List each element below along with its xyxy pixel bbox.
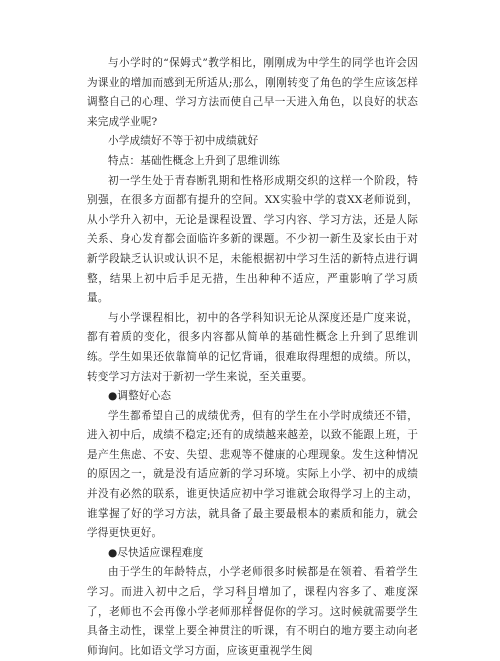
bullet-heading: ●尽快适应课程难度 [108, 546, 204, 559]
document-body [87, 54, 418, 661]
page-number: 2 [247, 597, 253, 607]
body-paragraph: 学生都希望自己的成绩优秀，但有的学生在小学时成绩还不错，进入初中后，成绩不稳定;还有的成绩越来越差，以致不能跟上班，于是产生焦虑、不安、失望、悲观等不健康的心理现象。发生这种情况的原因之一，就是没有适应新的学习环境。实际上小学、初中的成绩并没有必然的联系，谁更快适应初中学习谁就会取得学习上的主动，谁掌握了好的学习方法，就具备了最主要最根本的素质和能力，就会学得更快更好。 [87, 409, 418, 540]
section-heading: 小学成绩好不等于初中成绩就好 [108, 135, 259, 148]
body-paragraph: 初一学生处于青春断乳期和性格形成期交织的这样一个阶段，特别强，在很多方面都有提升的空间。XX实验中学的袁XX老师说到，从小学升入初中，无论是课程设置、学习内容、学习方法，还是人际关系、身心发育都会面临许多新的课题。不少初一新生及家长由于对新学段缺乏认识或认识不足，未能根据初中学习生活的新特点进行调整，结果上初中后手足无措，生出种种不适应，严重影响了学习质量。 [87, 174, 418, 305]
body-paragraph: 与小学课程相比，初中的各学科知识无论从深度还是广度来说，都有着质的变化，很多内容都从简单的基础性概念上升到了思维训练。学生如果还依靠简单的记忆背诵，很难取得理想的成绩。所以，转变学习方法对于新初一学生来说，至关重要。 [87, 311, 418, 383]
bullet-heading: ●调整好心态 [108, 390, 172, 403]
subsection-heading: 特点：基础性概念上升到了思维训练 [108, 154, 280, 167]
intro-paragraph: 与小学时的“保姆式”教学相比，刚刚成为中学生的同学也许会因为课业的增加而感到无所适从;那么，刚刚转变了角色的学生应该怎样调整自己的心理、学习方法而使自己早一天进入角色，以良好的状态来完成学业呢? [87, 57, 418, 128]
body-paragraph: 由于学生的年龄特点，小学老师很多时候都是在领着、看着学生学习。而进入初中之后，学习科目增加了，课程内容多了、难度深了，老师也不会再像小学老师那样督促你的学习。这时候就需要学生具备主动性，课堂上要全神贯注的听课，有不明白的地方要主动向老师询问。比如语文学习方面，应该更重视学生阅 [87, 566, 418, 657]
